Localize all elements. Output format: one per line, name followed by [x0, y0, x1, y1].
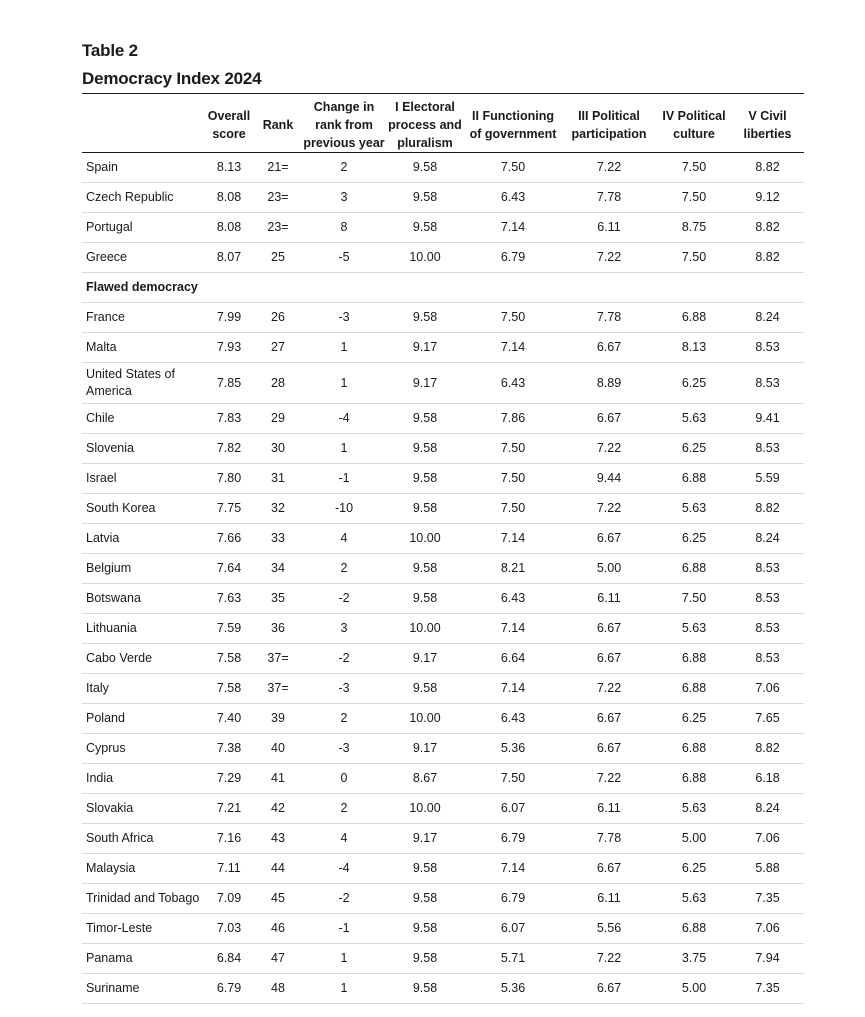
functioning-of-government-cell: 7.14 — [465, 854, 561, 884]
rank-change-cell: 4 — [303, 824, 385, 854]
header-functioning-of-government: II Functioning of government — [465, 94, 561, 153]
functioning-of-government-cell: 5.36 — [465, 734, 561, 764]
political-participation-cell: 6.11 — [561, 794, 657, 824]
functioning-of-government-cell: 7.14 — [465, 213, 561, 243]
country-cell: Portugal — [82, 213, 205, 243]
country-cell: Spain — [82, 153, 205, 183]
civil-liberties-cell: 7.06 — [731, 914, 804, 944]
political-participation-cell: 5.56 — [561, 914, 657, 944]
header-overall-score: Overall score — [205, 94, 253, 153]
rank-change-cell: -3 — [303, 674, 385, 704]
overall-score-cell: 7.29 — [205, 764, 253, 794]
rank-cell: 47 — [253, 944, 303, 974]
political-participation-cell: 6.67 — [561, 704, 657, 734]
electoral-process-cell: 9.58 — [385, 914, 465, 944]
civil-liberties-cell: 8.53 — [731, 333, 804, 363]
country-cell: Poland — [82, 704, 205, 734]
overall-score-cell: 7.59 — [205, 614, 253, 644]
civil-liberties-cell: 8.53 — [731, 584, 804, 614]
electoral-process-cell: 9.58 — [385, 153, 465, 183]
political-participation-cell: 7.22 — [561, 764, 657, 794]
electoral-process-cell: 8.67 — [385, 764, 465, 794]
country-cell: Lithuania — [82, 614, 205, 644]
overall-score-cell: 6.79 — [205, 974, 253, 1004]
table-row — [82, 554, 804, 584]
civil-liberties-cell: 8.53 — [731, 434, 804, 464]
table-row — [82, 584, 804, 614]
country-cell: Greece — [82, 243, 205, 273]
electoral-process-cell: 9.58 — [385, 303, 465, 333]
rank-change-cell: 3 — [303, 614, 385, 644]
rank-cell: 26 — [253, 303, 303, 333]
country-cell: South Korea — [82, 494, 205, 524]
electoral-process-cell: 9.58 — [385, 183, 465, 213]
rank-change-cell: 0 — [303, 764, 385, 794]
political-participation-cell: 7.22 — [561, 944, 657, 974]
table-body — [82, 153, 804, 1004]
rank-cell: 35 — [253, 584, 303, 614]
rank-cell: 42 — [253, 794, 303, 824]
functioning-of-government-cell: 6.43 — [465, 363, 561, 404]
civil-liberties-cell: 5.88 — [731, 854, 804, 884]
header-civil-liberties: V Civil liberties — [731, 94, 804, 153]
democracy-index-table — [82, 93, 804, 1004]
political-participation-cell: 7.22 — [561, 153, 657, 183]
political-participation-cell: 6.67 — [561, 404, 657, 434]
table-row — [82, 644, 804, 674]
political-culture-cell: 5.63 — [657, 794, 731, 824]
table-row — [82, 764, 804, 794]
overall-score-cell: 7.82 — [205, 434, 253, 464]
functioning-of-government-cell: 6.07 — [465, 794, 561, 824]
rank-change-cell: 1 — [303, 944, 385, 974]
civil-liberties-cell: 8.53 — [731, 644, 804, 674]
country-cell: Timor-Leste — [82, 914, 205, 944]
political-participation-cell: 6.11 — [561, 584, 657, 614]
table-row — [82, 494, 804, 524]
rank-cell: 23= — [253, 183, 303, 213]
table-row — [82, 614, 804, 644]
civil-liberties-cell: 7.06 — [731, 674, 804, 704]
rank-cell: 21= — [253, 153, 303, 183]
country-cell: Botswana — [82, 584, 205, 614]
overall-score-cell: 7.64 — [205, 554, 253, 584]
overall-score-cell: 7.58 — [205, 674, 253, 704]
functioning-of-government-cell: 7.14 — [465, 524, 561, 554]
rank-change-cell: 3 — [303, 183, 385, 213]
electoral-process-cell: 9.58 — [385, 554, 465, 584]
country-cell: Czech Republic — [82, 183, 205, 213]
civil-liberties-cell: 8.82 — [731, 243, 804, 273]
overall-score-cell: 7.58 — [205, 644, 253, 674]
rank-cell: 39 — [253, 704, 303, 734]
header-change-in-rank: Change in rank from previous year — [303, 94, 385, 153]
overall-score-cell: 7.09 — [205, 884, 253, 914]
electoral-process-cell: 10.00 — [385, 243, 465, 273]
overall-score-cell: 8.07 — [205, 243, 253, 273]
rank-cell: 44 — [253, 854, 303, 884]
header-country — [82, 94, 205, 153]
functioning-of-government-cell: 7.50 — [465, 153, 561, 183]
country-cell: Latvia — [82, 524, 205, 554]
political-culture-cell: 6.88 — [657, 674, 731, 704]
table-row — [82, 944, 804, 974]
table-row — [82, 243, 804, 273]
overall-score-cell: 7.16 — [205, 824, 253, 854]
functioning-of-government-cell: 6.43 — [465, 704, 561, 734]
political-participation-cell: 6.67 — [561, 333, 657, 363]
rank-cell: 28 — [253, 363, 303, 404]
civil-liberties-cell: 8.82 — [731, 494, 804, 524]
country-cell: Panama — [82, 944, 205, 974]
civil-liberties-cell: 8.24 — [731, 303, 804, 333]
political-culture-cell: 5.63 — [657, 884, 731, 914]
table-row — [82, 914, 804, 944]
table-row — [82, 734, 804, 764]
functioning-of-government-cell: 7.50 — [465, 434, 561, 464]
rank-change-cell: 8 — [303, 213, 385, 243]
table-row — [82, 704, 804, 734]
overall-score-cell: 7.40 — [205, 704, 253, 734]
rank-cell: 31 — [253, 464, 303, 494]
political-culture-cell: 7.50 — [657, 183, 731, 213]
civil-liberties-cell: 8.53 — [731, 554, 804, 584]
civil-liberties-cell: 6.18 — [731, 764, 804, 794]
political-culture-cell: 8.75 — [657, 213, 731, 243]
country-cell: Cabo Verde — [82, 644, 205, 674]
overall-score-cell: 7.21 — [205, 794, 253, 824]
table-row — [82, 404, 804, 434]
overall-score-cell: 7.66 — [205, 524, 253, 554]
civil-liberties-cell: 7.94 — [731, 944, 804, 974]
rank-change-cell: -2 — [303, 884, 385, 914]
rank-cell: 43 — [253, 824, 303, 854]
country-cell: Suriname — [82, 974, 205, 1004]
political-culture-cell: 6.88 — [657, 554, 731, 584]
table-row — [82, 153, 804, 183]
rank-cell: 33 — [253, 524, 303, 554]
functioning-of-government-cell: 7.86 — [465, 404, 561, 434]
civil-liberties-cell: 8.53 — [731, 614, 804, 644]
rank-change-cell: 2 — [303, 153, 385, 183]
civil-liberties-cell: 8.82 — [731, 734, 804, 764]
political-culture-cell: 7.50 — [657, 243, 731, 273]
country-cell: India — [82, 764, 205, 794]
table-row — [82, 884, 804, 914]
rank-cell: 45 — [253, 884, 303, 914]
functioning-of-government-cell: 5.71 — [465, 944, 561, 974]
table-row — [82, 363, 804, 404]
political-culture-cell: 6.88 — [657, 734, 731, 764]
section-header-row — [82, 273, 804, 303]
rank-cell: 23= — [253, 213, 303, 243]
country-cell: Trinidad and Tobago — [82, 884, 205, 914]
rank-cell: 34 — [253, 554, 303, 584]
civil-liberties-cell: 7.35 — [731, 884, 804, 914]
political-participation-cell: 8.89 — [561, 363, 657, 404]
rank-cell: 37= — [253, 644, 303, 674]
country-cell: Malta — [82, 333, 205, 363]
country-cell: Slovakia — [82, 794, 205, 824]
rank-change-cell: -4 — [303, 854, 385, 884]
functioning-of-government-cell: 7.14 — [465, 674, 561, 704]
rank-change-cell: 1 — [303, 434, 385, 464]
rank-change-cell: -1 — [303, 464, 385, 494]
rank-change-cell: -2 — [303, 644, 385, 674]
functioning-of-government-cell: 5.36 — [465, 974, 561, 1004]
political-participation-cell: 9.44 — [561, 464, 657, 494]
rank-change-cell: -3 — [303, 734, 385, 764]
table-row — [82, 434, 804, 464]
table-row — [82, 824, 804, 854]
overall-score-cell: 7.83 — [205, 404, 253, 434]
civil-liberties-cell: 7.35 — [731, 974, 804, 1004]
table-row — [82, 213, 804, 243]
political-culture-cell: 6.25 — [657, 854, 731, 884]
country-cell: South Africa — [82, 824, 205, 854]
electoral-process-cell: 9.58 — [385, 884, 465, 914]
political-participation-cell: 7.22 — [561, 674, 657, 704]
political-culture-cell: 5.00 — [657, 824, 731, 854]
functioning-of-government-cell: 6.43 — [465, 183, 561, 213]
table-row — [82, 303, 804, 333]
overall-score-cell: 7.75 — [205, 494, 253, 524]
civil-liberties-cell: 8.82 — [731, 213, 804, 243]
civil-liberties-cell: 8.24 — [731, 794, 804, 824]
political-culture-cell: 6.88 — [657, 303, 731, 333]
political-culture-cell: 7.50 — [657, 153, 731, 183]
rank-change-cell: -4 — [303, 404, 385, 434]
table-row — [82, 674, 804, 704]
rank-cell: 48 — [253, 974, 303, 1004]
political-participation-cell: 6.67 — [561, 644, 657, 674]
rank-cell: 37= — [253, 674, 303, 704]
rank-change-cell: -5 — [303, 243, 385, 273]
electoral-process-cell: 9.58 — [385, 213, 465, 243]
political-participation-cell: 6.67 — [561, 974, 657, 1004]
rank-cell: 32 — [253, 494, 303, 524]
rank-cell: 46 — [253, 914, 303, 944]
rank-change-cell: -10 — [303, 494, 385, 524]
electoral-process-cell: 9.58 — [385, 944, 465, 974]
rank-cell: 36 — [253, 614, 303, 644]
functioning-of-government-cell: 7.50 — [465, 764, 561, 794]
rank-change-cell: -3 — [303, 303, 385, 333]
rank-change-cell: -2 — [303, 584, 385, 614]
overall-score-cell: 8.08 — [205, 183, 253, 213]
functioning-of-government-cell: 6.79 — [465, 884, 561, 914]
rank-cell: 40 — [253, 734, 303, 764]
country-cell: Malaysia — [82, 854, 205, 884]
electoral-process-cell: 9.17 — [385, 333, 465, 363]
table-title: Democracy Index 2024 — [82, 69, 262, 88]
electoral-process-cell: 9.58 — [385, 464, 465, 494]
country-cell: Chile — [82, 404, 205, 434]
political-participation-cell: 6.11 — [561, 884, 657, 914]
political-culture-cell: 5.63 — [657, 404, 731, 434]
functioning-of-government-cell: 7.50 — [465, 494, 561, 524]
political-participation-cell: 7.22 — [561, 494, 657, 524]
rank-cell: 29 — [253, 404, 303, 434]
table-container — [82, 36, 804, 1004]
header-rank: Rank — [253, 94, 303, 153]
rank-cell: 41 — [253, 764, 303, 794]
overall-score-cell: 7.38 — [205, 734, 253, 764]
electoral-process-cell: 9.58 — [385, 974, 465, 1004]
overall-score-cell: 7.80 — [205, 464, 253, 494]
political-culture-cell: 8.13 — [657, 333, 731, 363]
rank-change-cell: 1 — [303, 974, 385, 1004]
country-cell: United States of America — [82, 363, 205, 404]
electoral-process-cell: 10.00 — [385, 524, 465, 554]
table-row — [82, 854, 804, 884]
functioning-of-government-cell: 6.07 — [465, 914, 561, 944]
civil-liberties-cell: 8.53 — [731, 363, 804, 404]
table-label: Table 2 — [82, 41, 138, 60]
civil-liberties-cell: 7.65 — [731, 704, 804, 734]
table-row — [82, 464, 804, 494]
political-culture-cell: 6.88 — [657, 644, 731, 674]
rank-change-cell: 2 — [303, 554, 385, 584]
political-culture-cell: 7.50 — [657, 584, 731, 614]
electoral-process-cell: 10.00 — [385, 614, 465, 644]
rank-change-cell: 1 — [303, 333, 385, 363]
table-row — [82, 794, 804, 824]
country-cell: France — [82, 303, 205, 333]
political-culture-cell: 6.88 — [657, 464, 731, 494]
civil-liberties-cell: 8.24 — [731, 524, 804, 554]
political-culture-cell: 5.63 — [657, 494, 731, 524]
civil-liberties-cell: 5.59 — [731, 464, 804, 494]
electoral-process-cell: 9.58 — [385, 404, 465, 434]
electoral-process-cell: 9.17 — [385, 734, 465, 764]
civil-liberties-cell: 8.82 — [731, 153, 804, 183]
country-cell: Slovenia — [82, 434, 205, 464]
political-culture-cell: 3.75 — [657, 944, 731, 974]
rank-change-cell: 2 — [303, 794, 385, 824]
civil-liberties-cell: 7.06 — [731, 824, 804, 854]
functioning-of-government-cell: 6.79 — [465, 824, 561, 854]
table-row — [82, 183, 804, 213]
overall-score-cell: 7.63 — [205, 584, 253, 614]
table-row — [82, 524, 804, 554]
electoral-process-cell: 10.00 — [385, 704, 465, 734]
political-culture-cell: 6.25 — [657, 524, 731, 554]
country-cell: Belgium — [82, 554, 205, 584]
political-participation-cell: 7.78 — [561, 824, 657, 854]
overall-score-cell: 8.13 — [205, 153, 253, 183]
civil-liberties-cell: 9.41 — [731, 404, 804, 434]
functioning-of-government-cell: 7.50 — [465, 303, 561, 333]
political-participation-cell: 6.67 — [561, 524, 657, 554]
header-electoral-process: I Electoral process and pluralism — [385, 94, 465, 153]
political-participation-cell: 6.67 — [561, 614, 657, 644]
functioning-of-government-cell: 7.14 — [465, 333, 561, 363]
electoral-process-cell: 10.00 — [385, 794, 465, 824]
overall-score-cell: 7.99 — [205, 303, 253, 333]
table-row — [82, 974, 804, 1004]
functioning-of-government-cell: 6.64 — [465, 644, 561, 674]
political-culture-cell: 6.25 — [657, 434, 731, 464]
political-culture-cell: 6.25 — [657, 363, 731, 404]
civil-liberties-cell: 9.12 — [731, 183, 804, 213]
country-cell: Israel — [82, 464, 205, 494]
electoral-process-cell: 9.58 — [385, 494, 465, 524]
political-participation-cell: 6.67 — [561, 854, 657, 884]
functioning-of-government-cell: 6.79 — [465, 243, 561, 273]
political-participation-cell: 5.00 — [561, 554, 657, 584]
political-culture-cell: 6.88 — [657, 914, 731, 944]
country-cell: Cyprus — [82, 734, 205, 764]
rank-change-cell: 1 — [303, 363, 385, 404]
functioning-of-government-cell: 6.43 — [465, 584, 561, 614]
political-participation-cell: 7.78 — [561, 183, 657, 213]
functioning-of-government-cell: 7.50 — [465, 464, 561, 494]
political-participation-cell: 7.22 — [561, 434, 657, 464]
rank-change-cell: -1 — [303, 914, 385, 944]
political-culture-cell: 6.88 — [657, 764, 731, 794]
overall-score-cell: 7.93 — [205, 333, 253, 363]
political-participation-cell: 6.11 — [561, 213, 657, 243]
overall-score-cell: 6.84 — [205, 944, 253, 974]
header-row — [82, 94, 804, 153]
political-culture-cell: 6.25 — [657, 704, 731, 734]
header-political-participation: III Political participation — [561, 94, 657, 153]
political-participation-cell: 7.22 — [561, 243, 657, 273]
political-participation-cell: 7.78 — [561, 303, 657, 333]
electoral-process-cell: 9.58 — [385, 434, 465, 464]
functioning-of-government-cell: 7.14 — [465, 614, 561, 644]
electoral-process-cell: 9.58 — [385, 854, 465, 884]
electoral-process-cell: 9.17 — [385, 363, 465, 404]
overall-score-cell: 7.03 — [205, 914, 253, 944]
table-row — [82, 333, 804, 363]
electoral-process-cell: 9.17 — [385, 644, 465, 674]
rank-change-cell: 2 — [303, 704, 385, 734]
overall-score-cell: 8.08 — [205, 213, 253, 243]
electoral-process-cell: 9.17 — [385, 824, 465, 854]
functioning-of-government-cell: 8.21 — [465, 554, 561, 584]
rank-cell: 25 — [253, 243, 303, 273]
political-participation-cell: 6.67 — [561, 734, 657, 764]
section-label: Flawed democracy — [82, 273, 804, 303]
political-culture-cell: 5.00 — [657, 974, 731, 1004]
overall-score-cell: 7.11 — [205, 854, 253, 884]
political-culture-cell: 5.63 — [657, 614, 731, 644]
header-political-culture: IV Political culture — [657, 94, 731, 153]
rank-cell: 27 — [253, 333, 303, 363]
electoral-process-cell: 9.58 — [385, 674, 465, 704]
overall-score-cell: 7.85 — [205, 363, 253, 404]
rank-change-cell: 4 — [303, 524, 385, 554]
country-cell: Italy — [82, 674, 205, 704]
electoral-process-cell: 9.58 — [385, 584, 465, 614]
rank-cell: 30 — [253, 434, 303, 464]
